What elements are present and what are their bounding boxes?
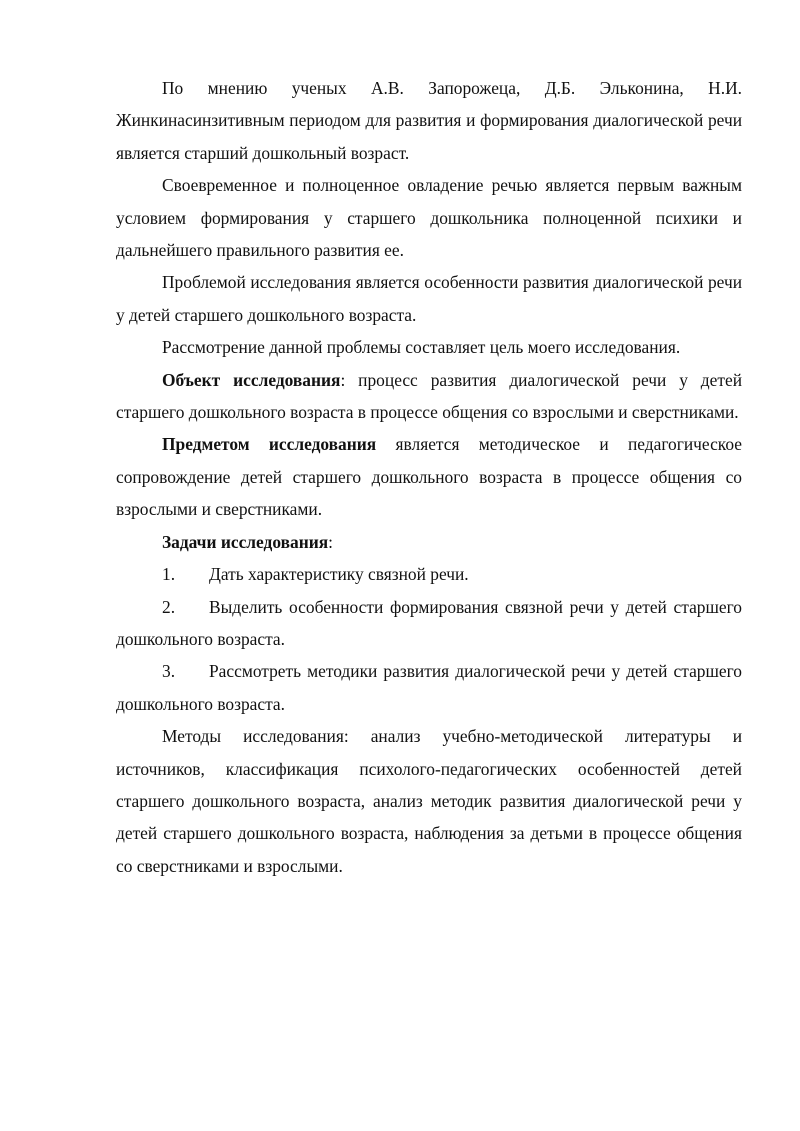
paragraph-speech-mastery: Своевременное и полноценное овладение речью является первым важным условием формирования у старшего дошкольника полноценной психики и дальнейшего правильного развития ее. — [116, 175, 742, 261]
research-subject-text: является методическое и педагогическое сопровождение детей старшего дошкольного возраста в процессе общения со взрослыми и сверстниками. — [116, 434, 742, 520]
research-tasks-label: Задачи исследования — [162, 531, 329, 552]
paragraph-research-problem: Проблемой исследования является особенности развития диалогической речи у детей старшего дошкольного возраста. — [116, 272, 742, 325]
list-item-text: Дать характеристику связной речи. — [209, 564, 469, 585]
list-item-number: 2. — [162, 596, 176, 617]
research-subject-label: Предметом исследования — [162, 434, 377, 455]
list-item-text: Рассмотреть методики развития диалогической речи у детей старшего дошкольного возраста. — [116, 661, 742, 714]
list-item-text: Выделить особенности формирования связной речи у детей старшего дошкольного возраста. — [116, 596, 742, 649]
research-tasks-colon: : — [328, 531, 333, 552]
paragraph-research-goal: Рассмотрение данной проблемы составляет цель моего исследования. — [162, 337, 681, 358]
list-item-number: 3. — [162, 661, 176, 682]
paragraph-research-methods: Методы исследования: анализ учебно-методической литературы и источников, классификация психолого-педагогических особенностей детей старшего дошкольного возраста, анализ методик развития диалогической речи у детей старшего дошкольного возраста, наблюдения за детьми в процессе общения со сверстниками и взрослыми. — [116, 726, 742, 876]
list-item-number: 1. — [162, 564, 176, 585]
paragraph-research-subject — [116, 428, 742, 525]
list-item — [116, 558, 742, 590]
paragraph-research-tasks-heading — [116, 526, 742, 558]
paragraph-scientists-opinion: По мнению ученых А.В. Запорожеца, Д.Б. Эльконина, Н.И. Жинкинасинзитивным периодом для развития и формирования диалогической речи является старший дошкольный возраст. — [116, 78, 742, 163]
document-body — [116, 72, 742, 882]
list-item — [116, 655, 742, 720]
list-item — [116, 591, 742, 656]
paragraph-research-object — [116, 364, 742, 429]
research-object-label: Объект исследования — [162, 369, 341, 390]
research-object-text: : процесс развития диалогической речи у детей старшего дошкольного возраста в процессе общения со взрослыми и сверстниками. — [116, 369, 743, 423]
